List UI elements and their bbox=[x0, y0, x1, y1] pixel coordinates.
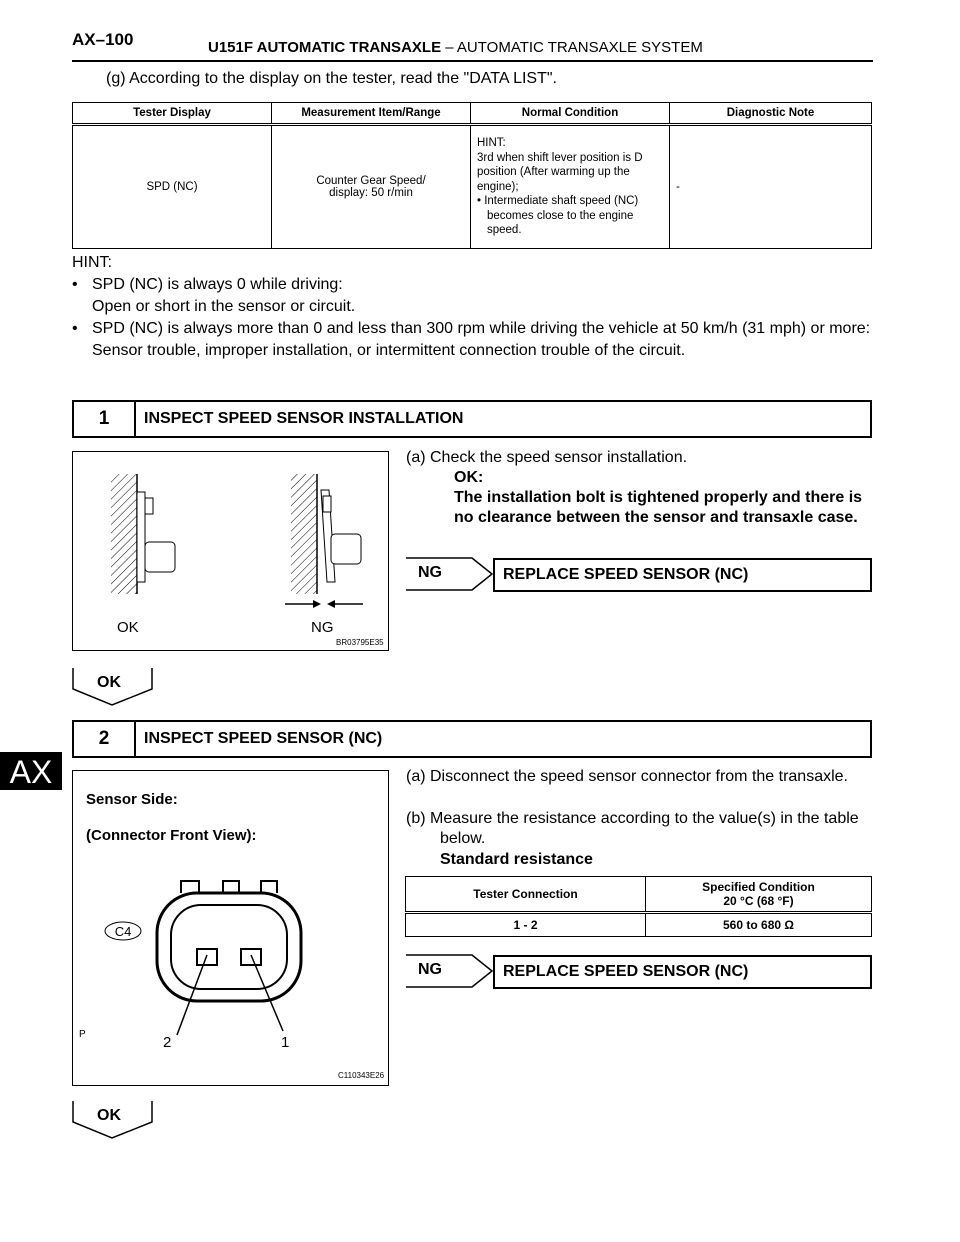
col-header: Normal Condition bbox=[471, 103, 670, 125]
diagnostic-note-cell: - bbox=[670, 125, 872, 249]
connector-figure bbox=[72, 770, 389, 1086]
normal-bullet: • Intermediate shaft speed (NC) becomes close to the engine speed. bbox=[477, 195, 639, 237]
figure-line: Sensor Side: bbox=[86, 791, 178, 808]
page-code: AX–100 bbox=[72, 30, 134, 49]
connector-drawing bbox=[105, 881, 301, 1035]
resistance-table bbox=[405, 876, 872, 937]
data-list-table bbox=[72, 102, 872, 249]
ng-label: NG bbox=[311, 619, 334, 636]
ng-label-2: NG bbox=[418, 961, 442, 978]
bullet: • bbox=[72, 276, 78, 293]
ok-sensor-drawing bbox=[111, 474, 175, 594]
manual-title-rest: – AUTOMATIC TRANSAXLE SYSTEM bbox=[445, 39, 703, 56]
spec-cell: 560 to 680 Ω bbox=[646, 913, 872, 937]
normal-hint: HINT: bbox=[477, 137, 506, 150]
hint-line: SPD (NC) is always 0 while driving: bbox=[92, 276, 343, 293]
pin-2-label: 2 bbox=[163, 1034, 172, 1051]
replace-sensor-2: REPLACE SPEED SENSOR (NC) bbox=[493, 955, 872, 989]
step-2-header bbox=[72, 720, 872, 758]
table-row bbox=[406, 913, 872, 937]
measurement-line: display: 50 r/min bbox=[329, 187, 413, 199]
ng-sensor-drawing bbox=[285, 474, 363, 608]
col-header bbox=[646, 877, 872, 913]
step-2-instruction-a: (a) Disconnect the speed sensor connector from the transaxle. bbox=[406, 768, 848, 785]
ok-criteria: The installation bolt is tightened properly and there is no clearance between the sensor and transaxle case. bbox=[454, 489, 863, 526]
connector-id: C4 bbox=[114, 924, 132, 939]
table-header-row bbox=[73, 103, 872, 125]
replace-sensor-1: REPLACE SPEED SENSOR (NC) bbox=[493, 558, 872, 592]
col-header: Tester Display bbox=[73, 103, 272, 125]
hint-line: Open or short in the sensor or circuit. bbox=[92, 298, 356, 315]
installation-diagram bbox=[73, 452, 388, 650]
figure-code: BR03795E35 bbox=[336, 638, 384, 647]
ng-label-1: NG bbox=[418, 564, 442, 581]
step-title: INSPECT SPEED SENSOR (NC) bbox=[144, 730, 383, 747]
manual-title-bold: U151F AUTOMATIC TRANSAXLE bbox=[208, 39, 442, 56]
ok-label-1: OK bbox=[97, 674, 121, 691]
pin-1-label: 1 bbox=[281, 1034, 290, 1051]
col-header: Tester Connection bbox=[406, 877, 646, 913]
measurement-line: Counter Gear Speed/ bbox=[316, 175, 426, 187]
figure-line: (Connector Front View): bbox=[86, 827, 257, 844]
step-1-instruction: (a) Check the speed sensor installation. bbox=[406, 449, 688, 466]
header-rule bbox=[72, 60, 873, 62]
bullet: • bbox=[72, 320, 78, 337]
hint-line: SPD (NC) is always more than 0 and less than 300 rpm while driving the vehicle at 50 km/h (31 mph) or more: bbox=[92, 320, 871, 337]
ok-heading: OK: bbox=[454, 469, 484, 486]
measurement-cell bbox=[272, 125, 471, 249]
step-1-header bbox=[72, 400, 872, 438]
hint-item bbox=[72, 274, 872, 318]
standard-label: Standard resistance bbox=[440, 851, 593, 868]
manual-title bbox=[208, 39, 703, 56]
spec-header-line: 20 °C (68 °F) bbox=[723, 894, 794, 908]
spec-header-line: Specified Condition bbox=[702, 880, 815, 894]
figure-code: C110343E26 bbox=[338, 1071, 385, 1080]
p-mark: P bbox=[79, 1029, 86, 1040]
installation-figure bbox=[72, 451, 389, 651]
normal-condition-cell bbox=[471, 125, 670, 249]
hint-line: Sensor trouble, improper installation, or intermittent connection trouble of the circuit. bbox=[92, 342, 686, 359]
table-header-row bbox=[406, 877, 872, 913]
ok-label: OK bbox=[117, 619, 139, 636]
section-tab: AX bbox=[0, 752, 62, 790]
connection-cell: 1 - 2 bbox=[406, 913, 646, 937]
hint-title: HINT: bbox=[72, 254, 112, 271]
normal-line: 3rd when shift lever position is D position (After warming up the engine); bbox=[477, 151, 643, 193]
step-2-instruction-b: (b) Measure the resistance according to the value(s) in the table below. bbox=[406, 810, 859, 847]
col-header: Measurement Item/Range bbox=[272, 103, 471, 125]
step-g-text: (g) According to the display on the tester, read the "DATA LIST". bbox=[106, 70, 557, 87]
connector-diagram bbox=[73, 771, 388, 1085]
step-title: INSPECT SPEED SENSOR INSTALLATION bbox=[144, 410, 464, 427]
hint-block bbox=[72, 252, 872, 362]
table-row bbox=[73, 125, 872, 249]
hint-item bbox=[72, 318, 872, 362]
step-number: 1 bbox=[74, 402, 136, 436]
ok-label-2: OK bbox=[97, 1107, 121, 1124]
step-number: 2 bbox=[74, 722, 136, 756]
col-header: Diagnostic Note bbox=[670, 103, 872, 125]
tester-display-cell: SPD (NC) bbox=[73, 125, 272, 249]
